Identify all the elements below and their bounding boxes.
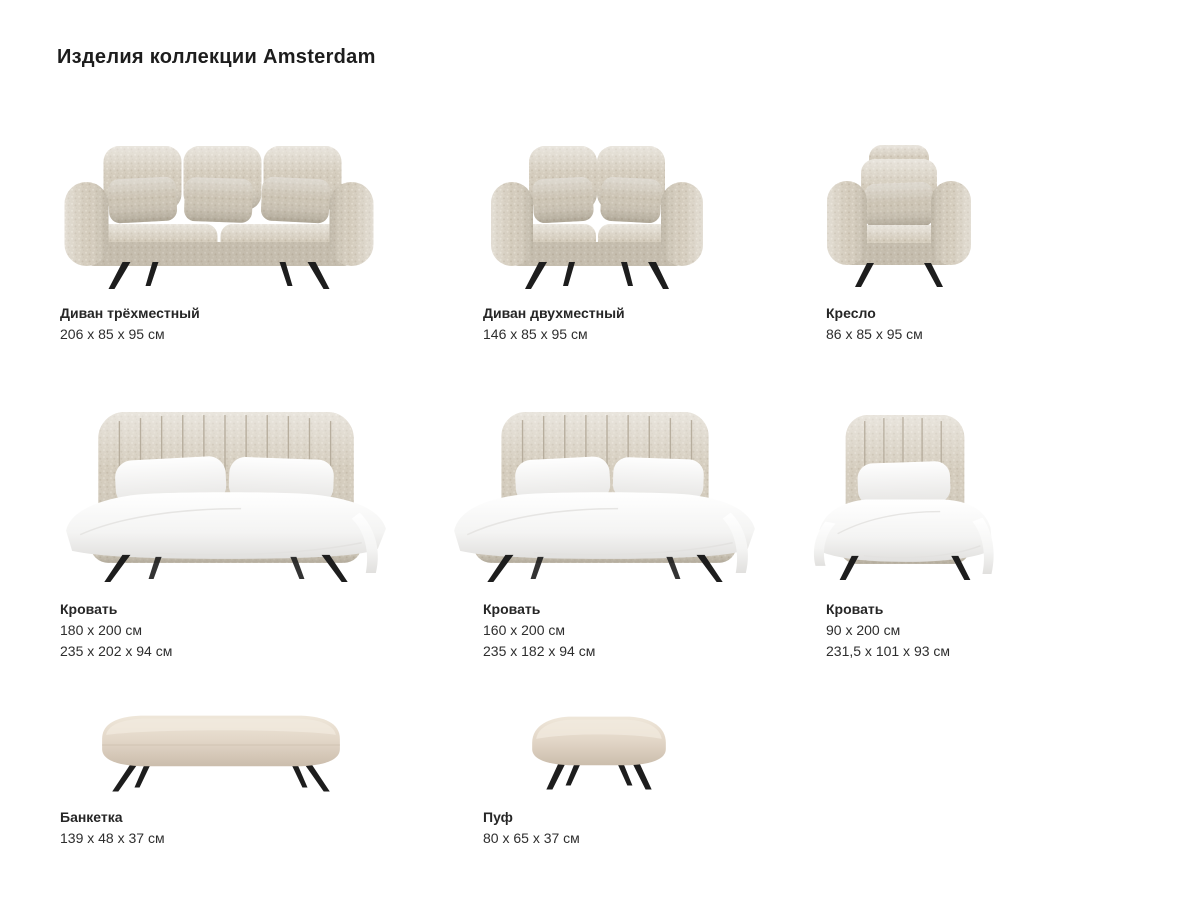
product-dimensions: 90 x 200 см (826, 622, 901, 638)
bench-illustration (92, 704, 350, 794)
product-dimensions: 206 x 85 x 95 см (60, 326, 165, 342)
product-label-bench (60, 807, 165, 849)
product-label-bed-160 (483, 599, 595, 662)
armchair-illustration (822, 139, 976, 289)
product-label-armchair (826, 303, 923, 345)
product-label-sofa-two-seat (483, 303, 625, 345)
product-dimensions: 80 x 65 x 37 см (483, 830, 580, 846)
product-dimensions: 86 x 85 x 95 см (826, 326, 923, 342)
product-dimensions: 139 x 48 x 37 см (60, 830, 165, 846)
product-label-sofa-three-seat (60, 303, 200, 345)
pouf-illustration (518, 706, 680, 792)
product-name: Банкетка (60, 809, 123, 825)
product-image-sofa-two-seat[interactable] (484, 132, 710, 290)
product-dimensions: 235 x 202 x 94 см (60, 643, 173, 659)
product-name: Кровать (60, 601, 118, 617)
product-image-sofa-three-seat[interactable] (56, 132, 382, 290)
product-name: Диван двухместный (483, 305, 625, 321)
product-image-bed-180[interactable] (60, 406, 392, 582)
product-name: Диван трёхместный (60, 305, 200, 321)
sofa-three-seat-illustration (56, 132, 382, 290)
product-label-pouf (483, 807, 580, 849)
product-image-armchair[interactable] (822, 139, 976, 289)
product-image-bed-90[interactable] (810, 409, 1000, 582)
sofa-two-seat-illustration (484, 132, 710, 290)
product-name: Кровать (483, 601, 541, 617)
product-name: Кресло (826, 305, 876, 321)
product-name: Кровать (826, 601, 884, 617)
product-image-bed-160[interactable] (449, 406, 761, 582)
product-dimensions: 146 x 85 x 95 см (483, 326, 588, 342)
product-dimensions: 180 x 200 см (60, 622, 143, 638)
product-dimensions: 160 x 200 см (483, 622, 566, 638)
bed-180-illustration (60, 406, 392, 582)
product-image-bench[interactable] (92, 704, 350, 794)
bed-90-illustration (810, 409, 1000, 582)
page-title: Изделия коллекции Amsterdam (57, 46, 376, 68)
bed-160-illustration (449, 406, 761, 582)
product-label-bed-180 (60, 599, 172, 662)
product-dimensions: 235 x 182 x 94 см (483, 643, 596, 659)
product-dimensions: 231,5 x 101 x 93 см (826, 643, 951, 659)
product-name: Пуф (483, 809, 513, 825)
product-image-pouf[interactable] (518, 706, 680, 792)
product-label-bed-90 (826, 599, 950, 662)
